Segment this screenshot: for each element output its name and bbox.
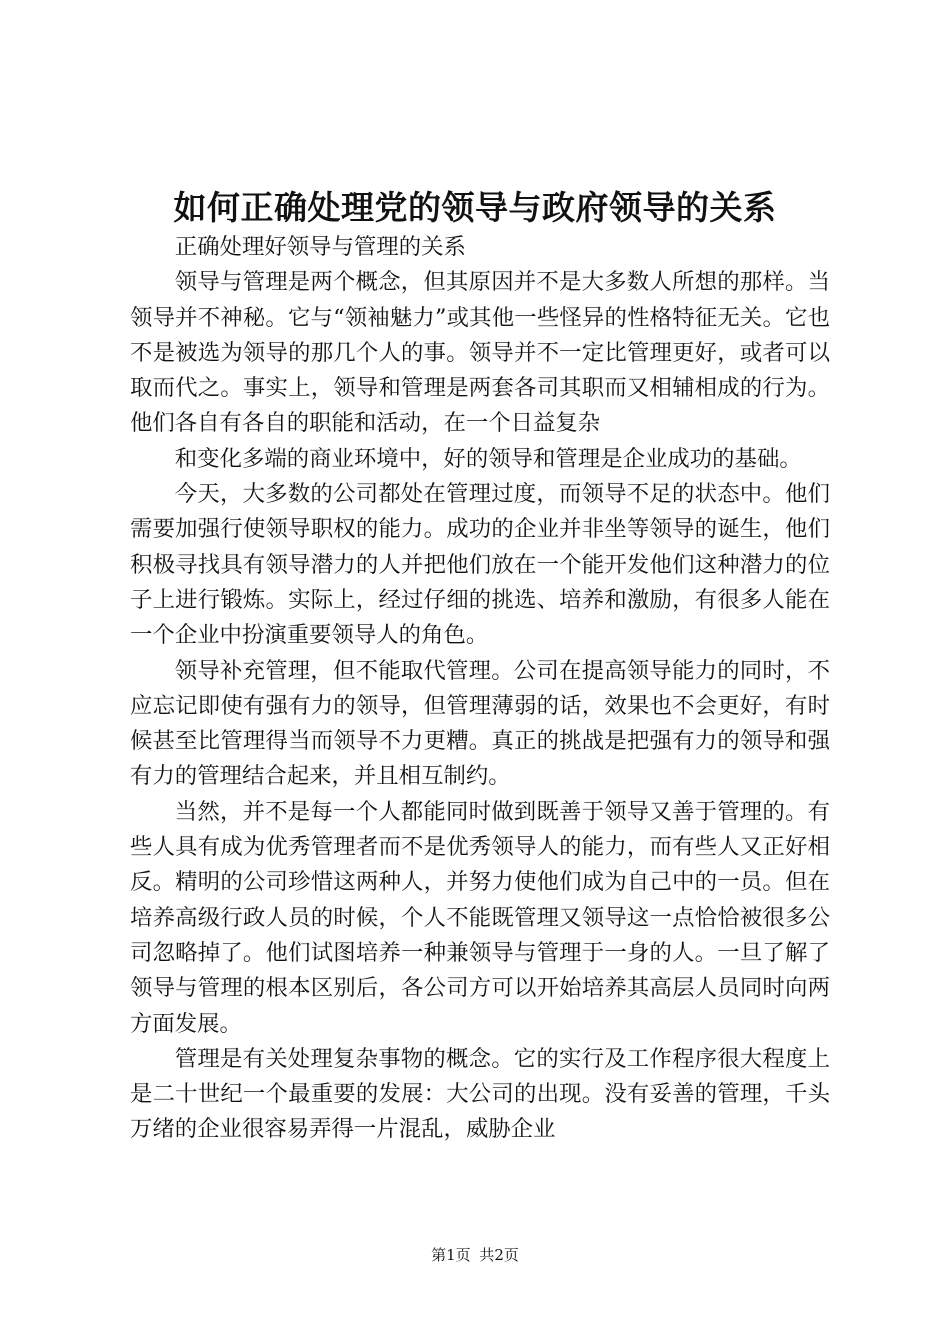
body-paragraph: 当然，并不是每一个人都能同时做到既善于领导又善于管理的。有些人具有成为优秀管理者而不是优秀领导人的能力，而有些人又正好相反。精明的公司珍惜这两种人，并努力使他们成为自己中的一员。但在培养高级行政人员的时候，个人不能既管理又领导这一点恰恰被很多公司忽略掉了。他们试图培养一种兼领导与管理于一身的人。一旦了解了领导与管理的根本区别后，各公司方可以开始培养其高层人员同时向两方面发展。 <box>130 798 830 1037</box>
body-paragraph: 管理是有关处理复杂事物的概念。它的实行及工作程序很大程度上是二十世纪一个最重要的发展：大公司的出现。没有妥善的管理，千头万绪的企业很容易弄得一片混乱，威胁企业 <box>130 1045 830 1143</box>
body-paragraph: 今天，大多数的公司都处在管理过度，而领导不足的状态中。他们需要加强行使领导职权的能力。成功的企业并非坐等领导的诞生，他们积极寻找具有领导潜力的人并把他们放在一个能开发他们这种潜力的位子上进行锻炼。实际上，经过仔细的挑选、培养和激励，有很多人能在一个企业中扮演重要领导人的角色。 <box>130 481 830 649</box>
page-footer <box>0 1245 950 1265</box>
body-paragraph: 和变化多端的商业环境中，好的领导和管理是企业成功的基础。 <box>174 445 802 472</box>
subtitle-paragraph: 正确处理好领导与管理的关系 <box>174 234 466 260</box>
page-total: 共2页 <box>479 1246 519 1264</box>
document-body <box>130 230 830 1148</box>
body-paragraph: 领导与管理是两个概念，但其原因并不是大多数人所想的那样。当领导并不神秘。它与“领袖魅力”或其他一些怪异的性格特征无关。它也不是被选为领导的那几个人的事。领导并不一定比管理更好，或者可以取而代之。事实上，领导和管理是两套各司其职而又相辅相成的行为。他们各自有各自的职能和活动，在一个日益复杂 <box>130 269 830 437</box>
body-paragraph: 领导补充管理，但不能取代管理。公司在提高领导能力的同时，不应忘记即使有强有力的领导，但管理薄弱的话，效果也不会更好，有时候甚至比管理得当而领导不力更糟。真正的挑战是把强有力的领导和强有力的管理结合起来，并且相互制约。 <box>130 657 830 790</box>
document-title: 如何正确处理党的领导与政府领导的关系 <box>173 188 777 227</box>
page-number: 第1页 <box>431 1246 471 1264</box>
